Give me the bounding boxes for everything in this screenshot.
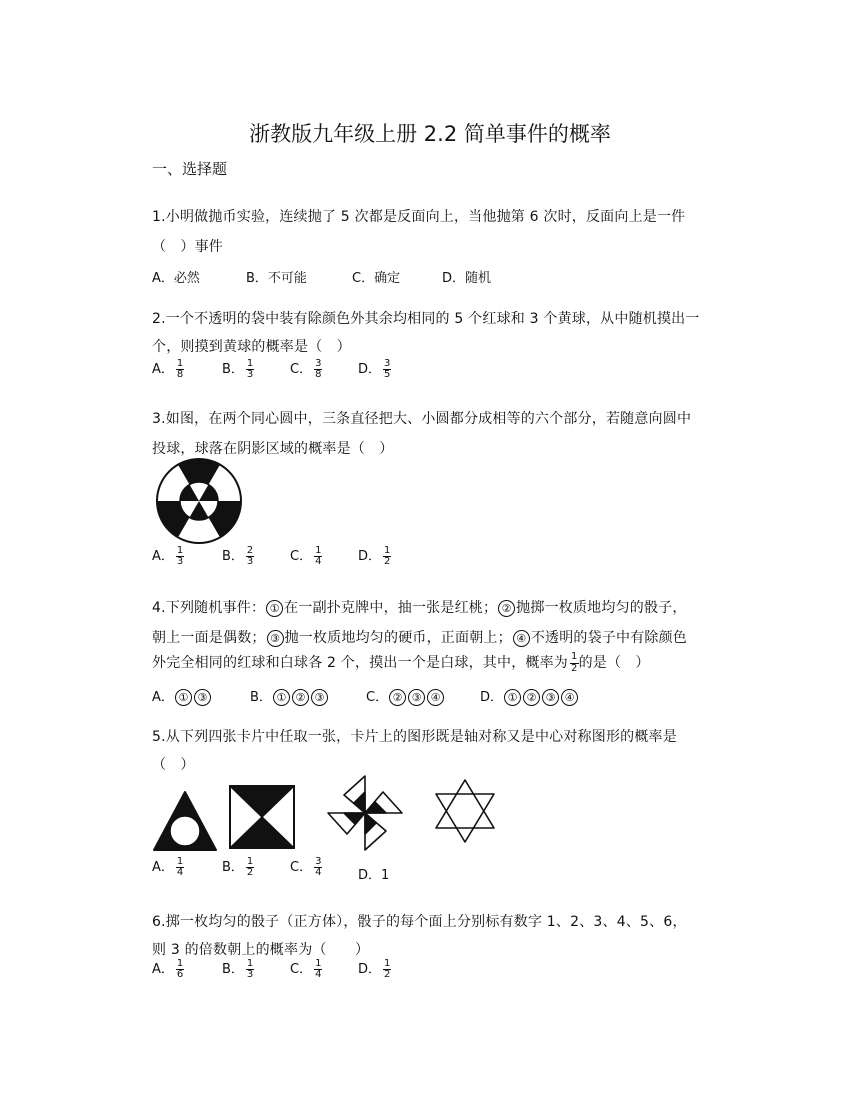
option-d: D． $\frac{1}{2}$	[358, 544, 391, 567]
option-a: A． $\frac{1}{4}$	[152, 855, 184, 878]
question-3-text-line-2: 投球，球落在阴影区域的概率是（ ）	[152, 441, 394, 457]
option-d: D．随机	[442, 271, 492, 286]
pinwheel-card-figure	[324, 772, 406, 854]
option-d: D．1	[358, 868, 390, 883]
option-c: C．确定	[352, 271, 401, 286]
question-4-text-line-1: 4.下列随机事件： ① 在一副扑克牌中，抽一张是红桃； ② 抛掷一枚质地均匀的骰子，	[152, 600, 687, 616]
six-pointed-star-card-figure	[430, 776, 500, 846]
question-6-text-line-1: 6.掷一枚均匀的骰子（正方体），骰子的每个面上分别标有数字 1、2、3、4、5、6，	[152, 914, 687, 930]
concentric-circles-figure	[154, 456, 244, 546]
option-c: C． $\frac{3}{8}$	[290, 357, 322, 380]
question-5-text-line-1: 5.从下列四张卡片中任取一张，卡片上的图形既是轴对称又是中心对称图形的概率是	[152, 729, 677, 745]
option-b: B． $\frac{1}{2}$	[222, 855, 254, 878]
option-b: B． $\frac{1}{3}$	[222, 957, 254, 980]
option-d: D． $\frac{3}{5}$	[358, 357, 391, 380]
option-a: A． ① ③	[152, 686, 212, 706]
triangle-circle-card-figure	[152, 790, 218, 852]
question-2-text-line-1: 2.一个不透明的袋中装有除颜色外其余均相同的 5 个红球和 3 个黄球，从中随机摸出一	[152, 311, 700, 327]
section-heading: 一、选择题	[152, 160, 228, 178]
question-2-text-line-2: 个，则摸到黄球的概率是（ ）	[152, 339, 351, 355]
option-c: C． $\frac{1}{4}$	[290, 544, 322, 567]
option-d: D． $\frac{1}{2}$	[358, 957, 391, 980]
option-b: B． $\frac{2}{3}$	[222, 544, 254, 567]
question-6-text-line-2: 则 3 的倍数朝上的概率为（ ）	[152, 942, 370, 958]
question-1-text-line-1: 1.小明做抛币实验，连续抛了 5 次都是反面向上，当他抛第 6 次时，反面向上是一件	[152, 209, 686, 225]
option-c: C． $\frac{3}{4}$	[290, 855, 322, 878]
page-title: 浙教版九年级上册 2.2 简单事件的概率	[249, 122, 611, 146]
question-4-text-line-3: 外完全相同的红球和白球各 2 个，摸出一个是白球，其中，概率为 $\frac{1}{2}$ 的是（ ）	[152, 651, 650, 674]
question-1-text-line-2: （ ）事件	[152, 239, 223, 255]
option-a: A． $\frac{1}{6}$	[152, 957, 184, 980]
option-c: C． ② ③ ④	[366, 686, 445, 706]
option-d: D． ① ② ③ ④	[480, 686, 579, 706]
option-a: A． $\frac{1}{3}$	[152, 544, 184, 567]
question-3-text-line-1: 3.如图，在两个同心圆中，三条直径把大、小圆都分成相等的六个部分，若随意向圆中	[152, 411, 692, 427]
option-a: A． $\frac{1}{8}$	[152, 357, 184, 380]
option-c: C． $\frac{1}{4}$	[290, 957, 322, 980]
question-5-text-line-2: （ ）	[152, 757, 195, 773]
square-hourglass-card-figure	[228, 784, 296, 850]
option-b: B．不可能	[246, 271, 307, 286]
option-b: B． $\frac{1}{3}$	[222, 357, 254, 380]
option-b: B． ① ② ③	[250, 686, 329, 706]
option-a: A．必然	[152, 271, 200, 286]
question-4-text-line-2: 朝上一面是偶数； ③ 抛一枚质地均匀的硬币，正面朝上； ④ 不透明的袋子中有除颜色	[152, 630, 688, 646]
